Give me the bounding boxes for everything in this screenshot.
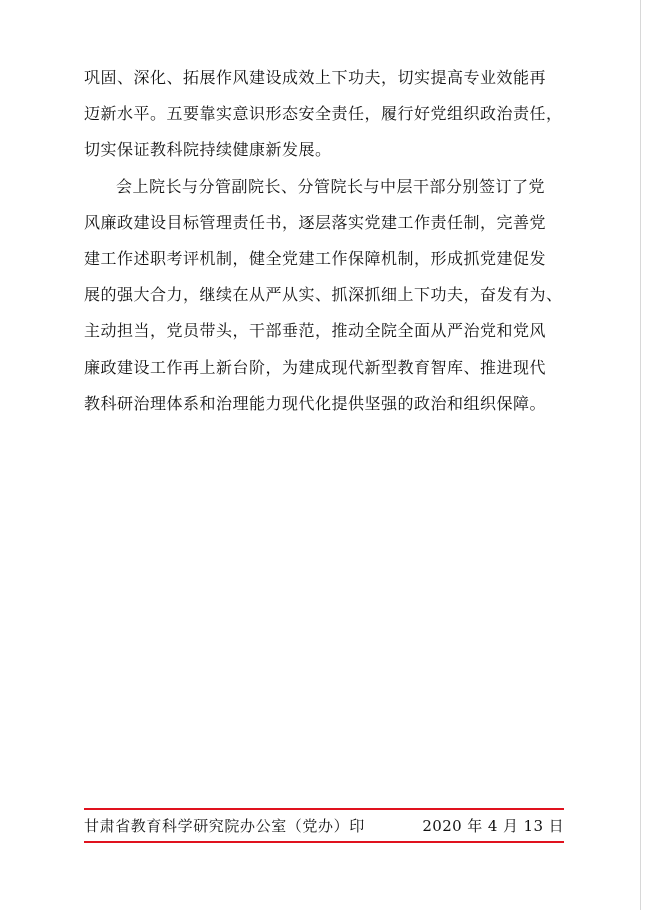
page-edge-line	[640, 0, 641, 910]
body-line: 巩固、深化、拓展作风建设成效上下功夫，切实提高专业效能再	[84, 68, 547, 87]
document-body	[84, 60, 580, 422]
footer-top-rule	[84, 808, 564, 810]
body-line: 建工作述职考评机制，健全党建工作保障机制，形成抓党建促发	[84, 248, 547, 268]
body-line: 主动担当，党员带头，干部垂范，推动全院全面从严治党和党风	[84, 321, 547, 341]
paragraph-first-line: 会上院长与分管副院长、分管院长与中层干部分别签订了党	[116, 176, 546, 196]
issuance-footer	[84, 808, 564, 844]
body-line: 切实保证教科院持续健康新发展。	[84, 140, 332, 160]
body-line: 展的强大合力，继续在从严从实、抓深抓细上下功夫，奋发有为、	[84, 285, 563, 305]
issuing-organization: 甘肃省教育科学研究院办公室（党办）印	[84, 817, 365, 835]
issue-date: 2020 年 4 月 13 日	[422, 817, 564, 835]
body-line: 教科研治理体系和治理能力现代化提供坚强的政治和组织保障。	[84, 393, 547, 413]
body-line: 风廉政建设目标管理责任书，逐层落实党建工作责任制，完善党	[84, 212, 547, 232]
body-line: 迈新水平。五要靠实意识形态安全责任，履行好党组织政治责任，	[84, 104, 563, 124]
footer-bottom-rule	[84, 841, 564, 843]
body-line: 廉政建设工作再上新台阶，为建成现代新型教育智库、推进现代	[84, 357, 547, 377]
